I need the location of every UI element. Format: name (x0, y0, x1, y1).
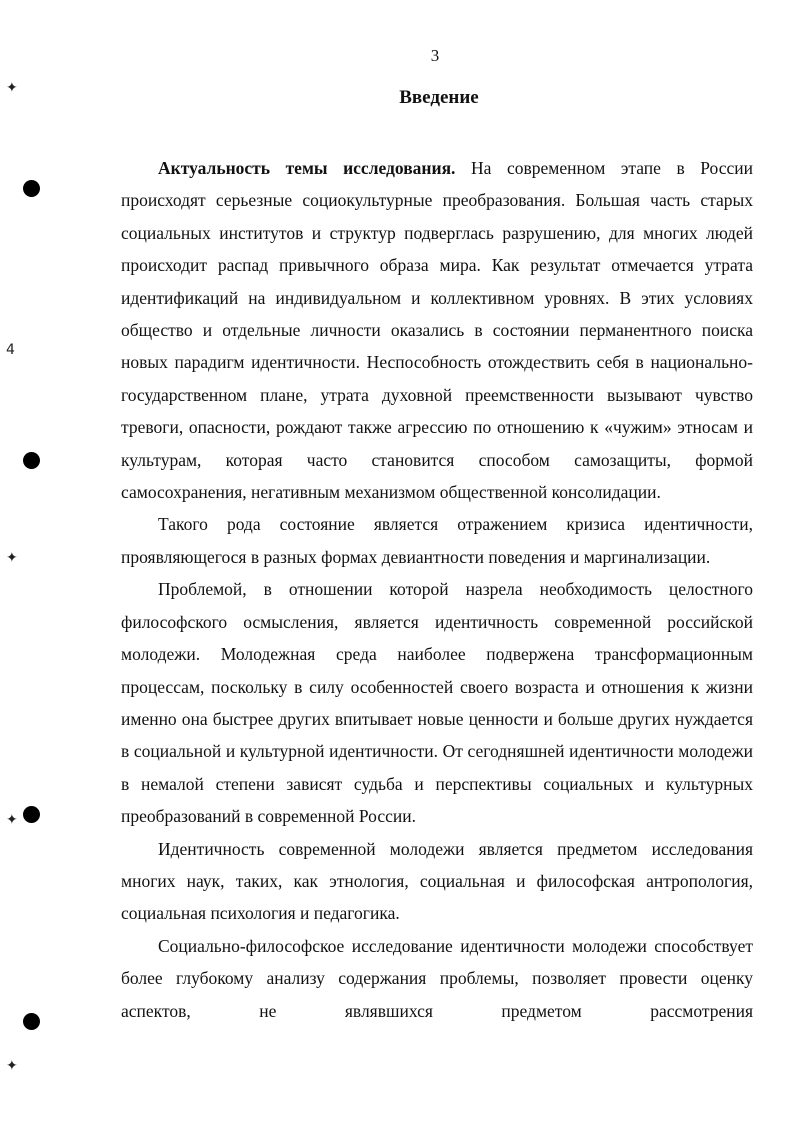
paragraph-lead: Актуальность темы исследования. (158, 158, 456, 178)
paragraph-5: Социально-философское исследование идентичности молодежи способствует более глубокому анализу содержания проблемы, позволяет провести оценку аспектов, не являвшихся предметом рассмотрения (121, 935, 753, 1021)
paragraph-1-text: На современном этапе в России происходят серьезные социокультурные преобразования. Большая часть старых социальных институтов и структур подверглась разрушению, для многих людей происходит распад привычного образа мира. Как результат отмечается утрата идентификаций на индивидуальном и коллективном уровнях. В этих условиях общество и отдельные личности оказались в состоянии перманентного поиска новых парадигм идентичности. Неспособность отождествить себя в национально-государственном плане, утрата духовной преемственности вызывают чувство тревоги, опасности, рождают также агрессию по отношению к «чужим» этносам и культурам, которая часто становится способом самозащиты, формой самосохранения, негативным механизмом общественной консолидации. (121, 158, 754, 503)
punch-hole (23, 452, 40, 469)
margin-mark: 4 (6, 342, 15, 358)
margin-mark: ✦ (6, 80, 18, 96)
margin-mark: ✦ (6, 550, 18, 566)
paragraph-3: Проблемой, в отношении которой назрела необходимость целостного философского осмысления, является идентичность современной российской молодежи. Молодежная среда наиболее подвержена трансформационным процессам, поскольку в силу особенностей своего возраста и отношения к жизни именно она быстрее других впитывает новые ценности и больше других нуждается в социальной и культурной идентичности. От сегодняшней идентичности молодежи в немалой степени зависят судьба и перспективы социальных и культурных преобразований в современной России. (121, 579, 753, 827)
margin-mark: ✦ (6, 812, 18, 828)
paragraph-1 (121, 152, 753, 508)
page-number: 3 (430, 46, 440, 65)
paragraph-2: Такого рода состояние является отражением кризиса идентичности, проявляющегося в разных формах девиантности поведения и маргинализации. (121, 514, 753, 567)
punch-hole (23, 806, 40, 823)
punch-hole (23, 1013, 40, 1030)
body-text (121, 152, 753, 1027)
paragraph-4: Идентичность современной молодежи является предметом исследования многих наук, таких, как этнология, социальная и философская антропология, социальная психология и педагогика. (121, 838, 753, 924)
page-title: Введение (399, 87, 479, 108)
margin-mark: ✦ (6, 1058, 18, 1074)
punch-hole (23, 180, 40, 197)
